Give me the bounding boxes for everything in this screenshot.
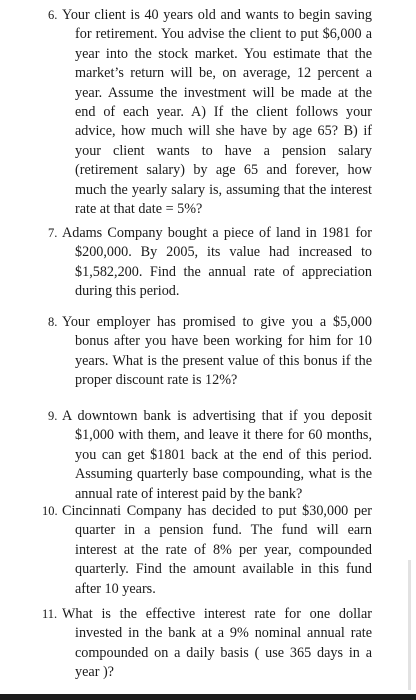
problem-number: 8.	[48, 315, 58, 329]
problem-11	[42, 605, 372, 683]
problem-number: 6.	[48, 8, 58, 22]
problem-text: Adams Company bought a piece of land in 1981 for $200,000. By 2005, its value had increased to $1,582,200. Find the annual rate of appreciation during this period.	[62, 225, 372, 300]
problem-number: 11.	[42, 607, 58, 621]
problem-8	[48, 313, 372, 391]
problem-10	[42, 502, 372, 599]
bottom-border	[0, 694, 416, 700]
problem-6	[48, 6, 372, 219]
problem-text: Your client is 40 years old and wants to begin saving for retirement. You advise the client to put $6,000 a year into the stock market. You estimate that the market’s return will be, on average, 12 percent a year. Assume the investment will be made at the end of each year. A) If the client follows your advice, how much will she have by age 65? B) if your client wants to have a pension salary (retirement salary) by age 65 and forever, how much the yearly salary is, assuming that the interest rate at that date = 5%?	[62, 7, 372, 218]
problem-text: What is the effective interest rate for one dollar invested in the bank at a 9% nominal annual rate compounded on a daily basis ( use 365 days in a year )?	[62, 606, 372, 681]
problem-number: 7.	[48, 226, 58, 240]
problem-9	[48, 407, 372, 504]
problem-7	[48, 224, 372, 302]
problem-text: Cincinnati Company has decided to put $30,000 per quarter in a pension fund. The fund will earn interest at the rate of 8% per year, compounded quarterly. Find the amount available in this fund after 10 years.	[62, 503, 372, 597]
problem-number: 10.	[42, 504, 58, 518]
problem-text: Your employer has promised to give you a $5,000 bonus after you have been working for him for 10 years. What is the present value of this bonus if the proper discount rate is 12%?	[62, 314, 372, 389]
problem-text: A downtown bank is advertising that if you deposit $1,000 with them, and leave it there for 60 months, you can get $1801 back at the end of this period. Assuming quarterly base compounding, what is the annual rate of interest paid by the bank?	[62, 408, 372, 502]
page-edge-shadow	[408, 560, 411, 690]
problem-number: 9.	[48, 409, 58, 423]
